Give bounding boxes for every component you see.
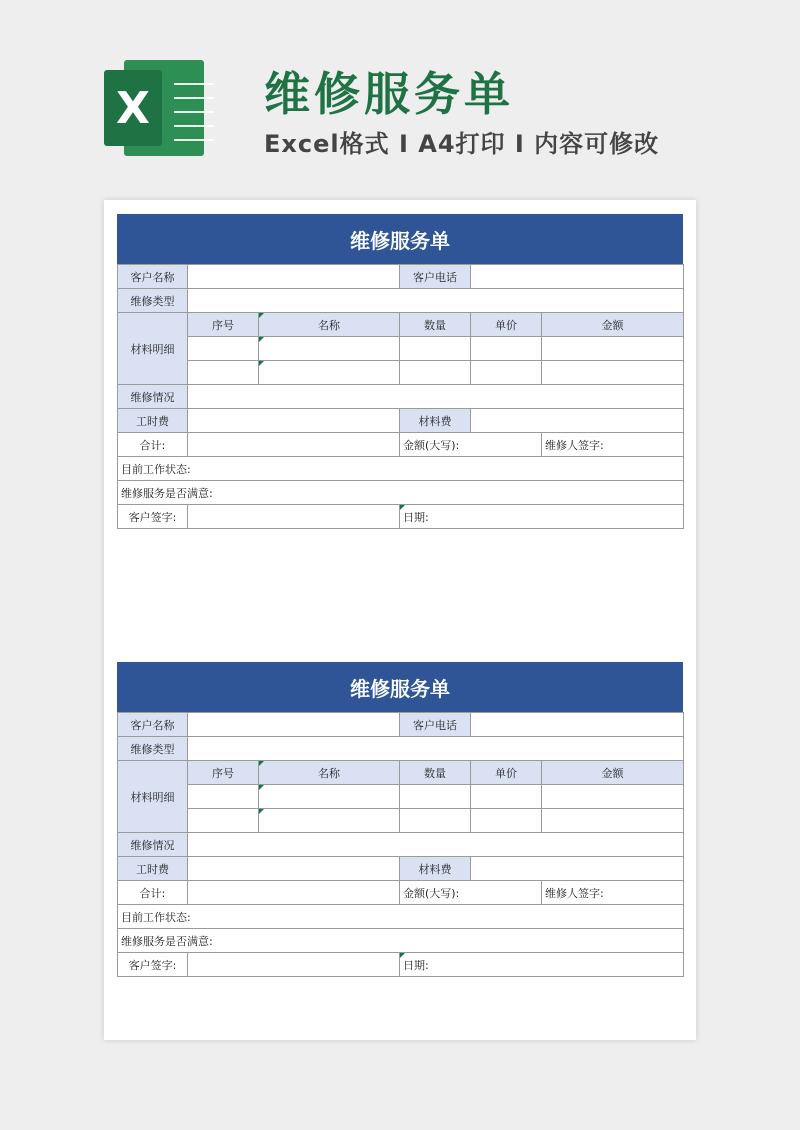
repair-status-field[interactable] (188, 833, 684, 857)
technician-sign-label[interactable]: 维修人签字: (542, 433, 684, 457)
customer-phone-field[interactable] (471, 265, 684, 289)
material-name-cell[interactable] (259, 361, 400, 385)
repair-status-label: 维修情况 (118, 385, 188, 409)
excel-logo-icon (104, 60, 204, 156)
customer-name-label: 客户名称 (118, 713, 188, 737)
material-seq-cell[interactable] (188, 361, 259, 385)
repair-status-field[interactable] (188, 385, 684, 409)
banner-title: 维修服务单 (264, 67, 514, 121)
current-state-label[interactable]: 目前工作状态: (118, 905, 684, 929)
date-label[interactable]: 日期: (400, 505, 684, 529)
repair-form-1 (117, 214, 683, 529)
materials-label: 材料明细 (118, 313, 188, 385)
repair-type-label: 维修类型 (118, 737, 188, 761)
material-qty-cell[interactable] (400, 785, 471, 809)
material-amount-cell[interactable] (542, 361, 684, 385)
material-price-cell[interactable] (471, 809, 542, 833)
material-name-cell[interactable] (259, 337, 400, 361)
col-price-header: 单价 (471, 313, 542, 337)
customer-sign-field[interactable] (188, 953, 400, 977)
repair-type-label: 维修类型 (118, 289, 188, 313)
amount-caps-label[interactable]: 金额(大写): (400, 881, 542, 905)
customer-name-field[interactable] (188, 265, 400, 289)
customer-name-label: 客户名称 (118, 265, 188, 289)
material-fee-label: 材料费 (400, 857, 471, 881)
customer-phone-label: 客户电话 (400, 265, 471, 289)
total-label: 合计: (118, 433, 188, 457)
material-amount-cell[interactable] (542, 809, 684, 833)
material-price-cell[interactable] (471, 337, 542, 361)
form-table (117, 264, 684, 529)
col-qty-header: 数量 (400, 761, 471, 785)
materials-label: 材料明细 (118, 761, 188, 833)
col-amount-header: 金额 (542, 761, 684, 785)
col-amount-header: 金额 (542, 313, 684, 337)
labor-fee-label: 工时费 (118, 409, 188, 433)
customer-sign-field[interactable] (188, 505, 400, 529)
amount-caps-label[interactable]: 金额(大写): (400, 433, 542, 457)
excel-logo-letter: X (104, 70, 162, 146)
total-field[interactable] (188, 433, 400, 457)
col-name-header: 名称 (259, 313, 400, 337)
material-fee-field[interactable] (471, 409, 684, 433)
repair-form-2 (117, 662, 683, 977)
labor-fee-field[interactable] (188, 409, 400, 433)
material-seq-cell[interactable] (188, 337, 259, 361)
customer-sign-label: 客户签字: (118, 953, 188, 977)
material-fee-field[interactable] (471, 857, 684, 881)
repair-type-field[interactable] (188, 737, 684, 761)
current-state-label[interactable]: 目前工作状态: (118, 457, 684, 481)
material-price-cell[interactable] (471, 361, 542, 385)
repair-status-label: 维修情况 (118, 833, 188, 857)
col-name-header: 名称 (259, 761, 400, 785)
material-seq-cell[interactable] (188, 809, 259, 833)
material-seq-cell[interactable] (188, 785, 259, 809)
banner (0, 0, 800, 200)
material-qty-cell[interactable] (400, 809, 471, 833)
col-seq-header: 序号 (188, 313, 259, 337)
material-name-cell[interactable] (259, 785, 400, 809)
material-qty-cell[interactable] (400, 337, 471, 361)
satisfaction-label[interactable]: 维修服务是否满意: (118, 481, 684, 505)
material-qty-cell[interactable] (400, 361, 471, 385)
satisfaction-label[interactable]: 维修服务是否满意: (118, 929, 684, 953)
col-qty-header: 数量 (400, 313, 471, 337)
material-price-cell[interactable] (471, 785, 542, 809)
customer-name-field[interactable] (188, 713, 400, 737)
banner-subtitle: Excel格式 I A4打印 I 内容可修改 (264, 130, 660, 158)
material-amount-cell[interactable] (542, 785, 684, 809)
total-label: 合计: (118, 881, 188, 905)
form-table (117, 712, 684, 977)
customer-phone-field[interactable] (471, 713, 684, 737)
technician-sign-label[interactable]: 维修人签字: (542, 881, 684, 905)
date-label[interactable]: 日期: (400, 953, 684, 977)
labor-fee-label: 工时费 (118, 857, 188, 881)
material-amount-cell[interactable] (542, 337, 684, 361)
repair-type-field[interactable] (188, 289, 684, 313)
customer-phone-label: 客户电话 (400, 713, 471, 737)
col-seq-header: 序号 (188, 761, 259, 785)
total-field[interactable] (188, 881, 400, 905)
form-title: 维修服务单 (117, 214, 683, 264)
col-price-header: 单价 (471, 761, 542, 785)
material-name-cell[interactable] (259, 809, 400, 833)
form-title: 维修服务单 (117, 662, 683, 712)
labor-fee-field[interactable] (188, 857, 400, 881)
customer-sign-label: 客户签字: (118, 505, 188, 529)
material-fee-label: 材料费 (400, 409, 471, 433)
